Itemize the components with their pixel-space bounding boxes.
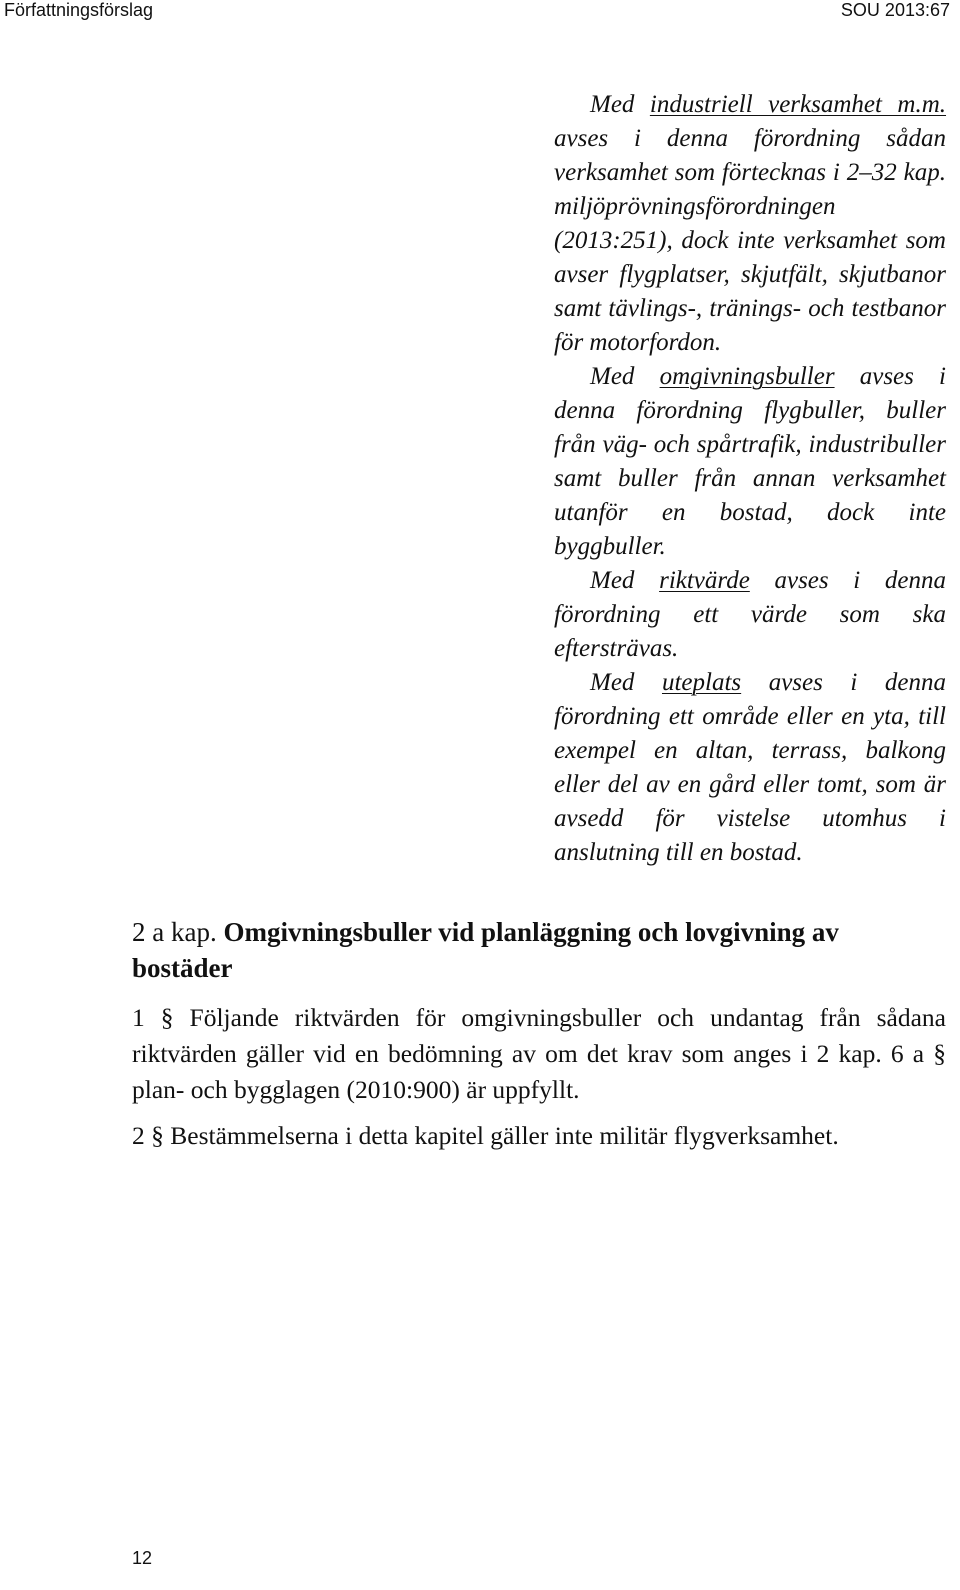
chapter-number: 2 a kap.: [132, 917, 217, 947]
definition-lead: Med: [590, 567, 660, 594]
definition-text: avses i denna förordning ett område eller en yta, till exempel en altan, terrass, balkong eller del av en gård eller tomt, som är avsedd för vistelse utomhus i anslutning till en bostad.: [554, 669, 947, 866]
defined-term: riktvärde: [659, 567, 750, 594]
header-document-type: Författningsförslag: [4, 0, 154, 20]
definition-lead: Med: [590, 91, 650, 118]
definition-lead: Med: [590, 363, 660, 390]
definition-uteplats: [554, 666, 946, 870]
definition-omgivningsbuller: [554, 360, 946, 564]
section-1-text: 1 § Följande riktvärden för omgivningsbuller och undantag från sådana riktvärden gäller vid en bedömning av om det krav som anges i 2 kap. 6 a § plan- och bygglagen (2010:900) är uppfyllt.: [132, 1003, 946, 1104]
page-header: [0, 0, 960, 24]
defined-term: industriell verksamhet m.m.: [649, 91, 947, 118]
chapter-heading: [132, 914, 946, 986]
definition-text: avses i denna förordning flygbuller, buller från väg- och spårtrafik, industribuller samt buller från annan verksamhet utanför en bostad, dock inte byggbuller.: [554, 363, 946, 560]
section-1: [132, 1000, 946, 1108]
definition-riktvarde: [554, 564, 946, 666]
defined-term: omgivningsbuller: [659, 363, 835, 390]
definition-text: avses i denna förordning sådan verksamhet som förtecknas i 2–32 kap. miljöprövningsförordningen (2013:251), dock inte verksamhet som avser flygplatser, skjutfält, skjutbanor samt tävlings-, tränings- och testbanor för motorfordon.: [554, 125, 946, 356]
definitions-block: [554, 88, 946, 870]
header-report-id: SOU 2013:67: [840, 0, 950, 20]
chapter-title: Omgivningsbuller vid planläggning och lovgivning av bostäder: [132, 917, 839, 983]
definition-industriell-verksamhet: [554, 88, 946, 360]
definition-lead: Med: [590, 669, 662, 696]
section-2: [132, 1118, 946, 1154]
section-2-text: 2 § Bestämmelserna i detta kapitel gäller inte militär flygverksamhet.: [132, 1121, 839, 1150]
page-number: 12: [132, 1548, 153, 1568]
definition-text: avses i denna förordning ett värde som ska eftersträvas.: [554, 567, 946, 662]
defined-term: uteplats: [661, 669, 742, 696]
